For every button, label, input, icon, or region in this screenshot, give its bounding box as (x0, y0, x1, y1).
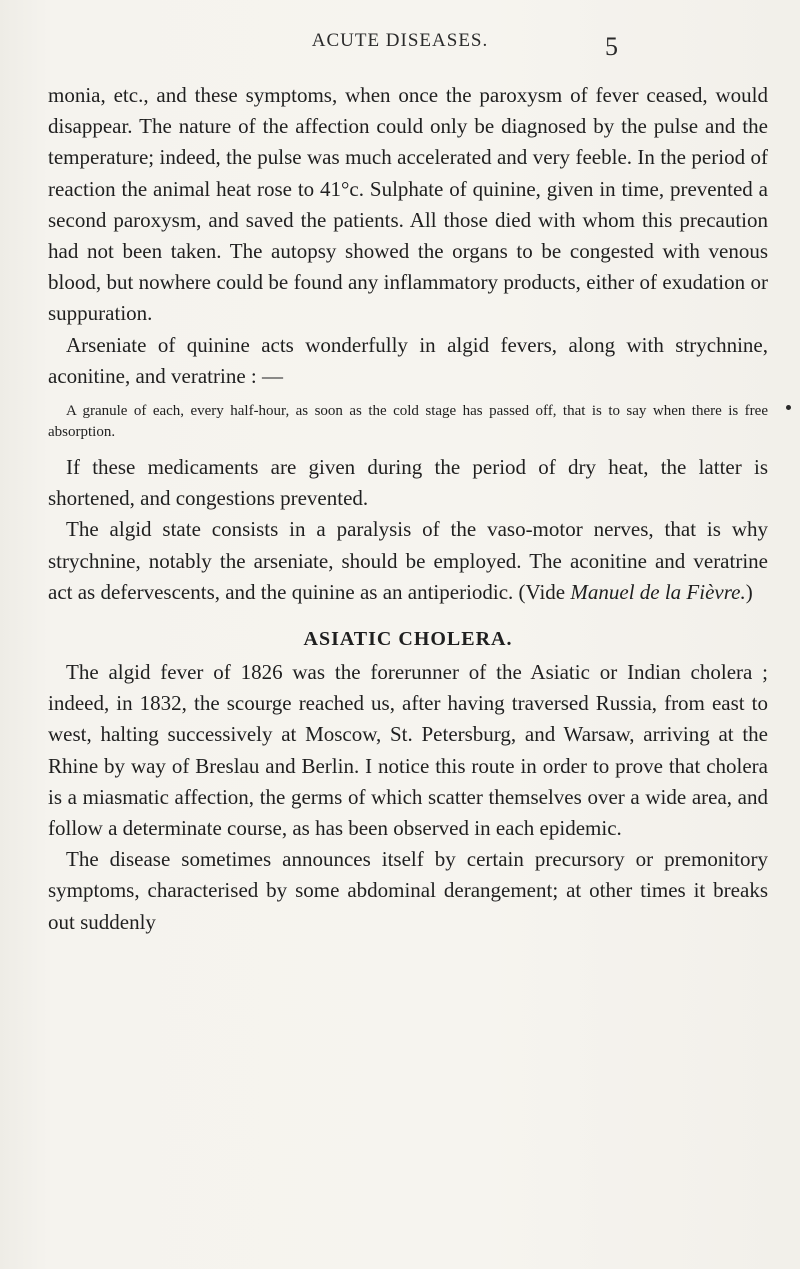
reference-title: Manuel de la Fièvre. (570, 579, 746, 604)
paragraph-2: Arseniate of quinine acts wonderfully in algid fevers, along with strychnine, aconitine, and veratrine : — (48, 332, 768, 388)
running-head: ACUTE DISEASES. (311, 30, 489, 51)
footnote-granule: A granule of each, every half-hour, as soon as the cold stage has passed off, that is to say when there is free absorption. (48, 403, 768, 441)
paragraph-4-text: The algid state consists in a paralysis of the vaso-motor nerves, that is why strychnine, notably the arseniate, should be employed. The aconitine and veratrine act as defervescents, and the quinine as an antiperiodic. (Vide (48, 517, 768, 604)
page-number: 5 (605, 32, 618, 61)
paragraph-3: If these medicaments are given during the period of dry heat, the latter is shortened, and congestions prevented. (48, 455, 768, 511)
page-header (0, 30, 800, 70)
paragraph-5: The algid fever of 1826 was the forerunner of the Asiatic or Indian cholera ; indeed, in 1832, the scourge reached us, after having traversed Russia, from east to west, halting successively at Moscow, St. Petersburg, and Warsaw, arriving at the Rhine by way of Breslau and Berlin. I notice this route in order to prove that cholera is a miasmatic affection, the germs of which scatter themselves over a wide area, and follow a determinate course, as has been observed in each epidemic. (48, 660, 768, 841)
paragraph-4-close: ) (745, 579, 753, 604)
paragraph-4 (48, 514, 768, 608)
body-text (48, 80, 768, 938)
section-heading: ASIATIC CHOLERA. (303, 628, 513, 651)
paragraph-1: monia, etc., and these symptoms, when once the paroxysm of fever ceased, would disappear. The nature of the affection could only be diagnosed by the pulse and the temperature; indeed, the pulse was much accelerated and very feeble. In the period of reaction the animal heat rose to 41°c. Sulphate of quinine, given in time, prevented a second paroxysm, and saved the patients. All those died with whom this precaution had not been taken. The autopsy showed the organs to be congested with venous blood, but nowhere could be found any inflammatory products, either of exudation or suppuration. (48, 83, 768, 326)
margin-dot (786, 405, 791, 410)
paragraph-6: The disease sometimes announces itself by certain precursory or premonitory symptoms, characterised by some abdominal derangement; at other times it breaks out suddenly (48, 847, 768, 934)
